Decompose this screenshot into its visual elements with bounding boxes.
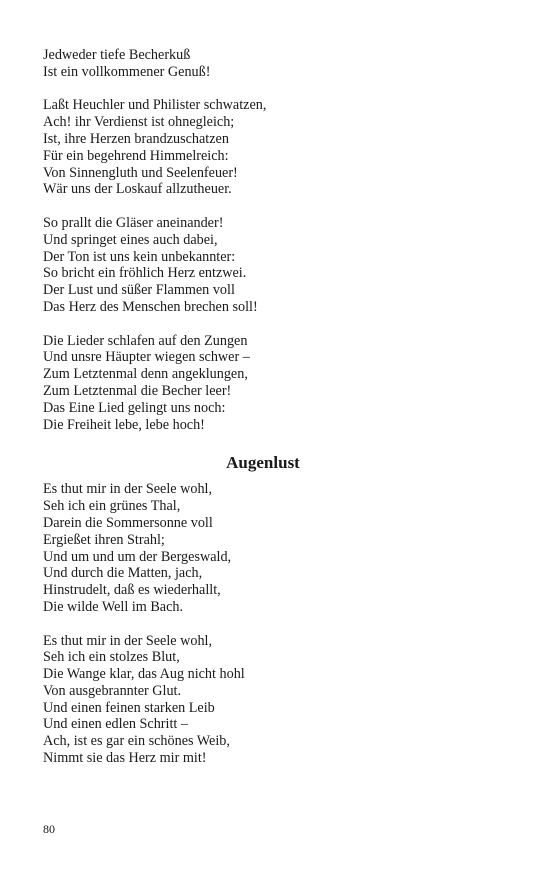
verse-line: Seh ich ein stolzes Blut, — [43, 649, 180, 666]
verse-line: Von ausgebrannter Glut. — [43, 682, 182, 699]
verse-line: Und durch die Matten, jach, — [43, 565, 203, 582]
verse-line: Die Lieder schlafen auf den Zungen — [43, 332, 248, 349]
verse-line: Darein die Sommersonne voll — [43, 514, 213, 531]
verse-line: Es thut mir in der Seele wohl, — [43, 481, 213, 498]
page-number: 80 — [43, 822, 55, 836]
verse-line: Wär uns der Loskauf allzutheuer. — [43, 181, 232, 198]
verse-line: Jedweder tiefe Becherkuß — [43, 47, 191, 63]
verse-line: Das Eine Lied gelingt uns noch: — [43, 399, 226, 416]
verse-line: Von Sinnengluth und Seelenfeuer! — [43, 164, 238, 181]
verse-line: Und unsre Häupter wiegen schwer – — [43, 349, 250, 366]
verse-line: Ist ein vollkommener Genuß! — [43, 63, 211, 80]
verse-line: So prallt die Gläser aneinander! — [43, 214, 224, 231]
poem-1 — [43, 47, 483, 433]
verse-line: Der Lust und süßer Flammen voll — [43, 282, 235, 299]
verse-line: Zum Letztenmal die Becher leer! — [43, 382, 232, 399]
stanza — [43, 481, 483, 615]
verse-line: Für ein begehrend Himmelreich: — [43, 147, 229, 164]
verse-line: Ist, ihre Herzen brandzuschatzen — [43, 130, 229, 147]
verse-line: Laßt Heuchler und Philister schwatzen, — [43, 97, 267, 114]
stanza — [43, 97, 483, 198]
verse-line: Nimmt sie das Herz mir mit! — [43, 750, 207, 767]
verse-line: Das Herz des Menschen brechen soll! — [43, 298, 258, 315]
stanza — [43, 633, 483, 767]
verse-line: So bricht ein fröhlich Herz entzwei. — [43, 265, 247, 282]
verse-line: Und einen edlen Schritt – — [43, 716, 188, 733]
stanza — [43, 333, 483, 434]
poem-title: Augenlust — [226, 453, 300, 473]
verse-line: Die Freiheit lebe, lebe hoch! — [43, 416, 205, 433]
verse-line: Die Wange klar, das Aug nicht hohl — [43, 666, 245, 683]
verse-line: Seh ich ein grünes Thal, — [43, 498, 181, 515]
verse-line: Ach, ist es gar ein schönes Weib, — [43, 733, 230, 750]
verse-line: Der Ton ist uns kein unbekannter: — [43, 248, 236, 265]
poem-2 — [43, 481, 483, 767]
verse-line: Und springet eines auch dabei, — [43, 231, 218, 248]
page-body — [43, 47, 483, 767]
verse-line: Es thut mir in der Seele wohl, — [43, 632, 213, 649]
stanza — [43, 47, 483, 81]
stanza — [43, 215, 483, 316]
verse-line: Und einen feinen starken Leib — [43, 699, 215, 716]
verse-line: Ach! ihr Verdienst ist ohnegleich; — [43, 114, 235, 131]
verse-line: Und um und um der Bergeswald, — [43, 548, 232, 565]
verse-line: Zum Letztenmal denn angeklungen, — [43, 366, 248, 383]
verse-line: Die wilde Well im Bach. — [43, 598, 184, 615]
verse-line: Ergießet ihren Strahl; — [43, 531, 165, 548]
verse-line: Hinstrudelt, daß es wiederhallt, — [43, 582, 221, 599]
